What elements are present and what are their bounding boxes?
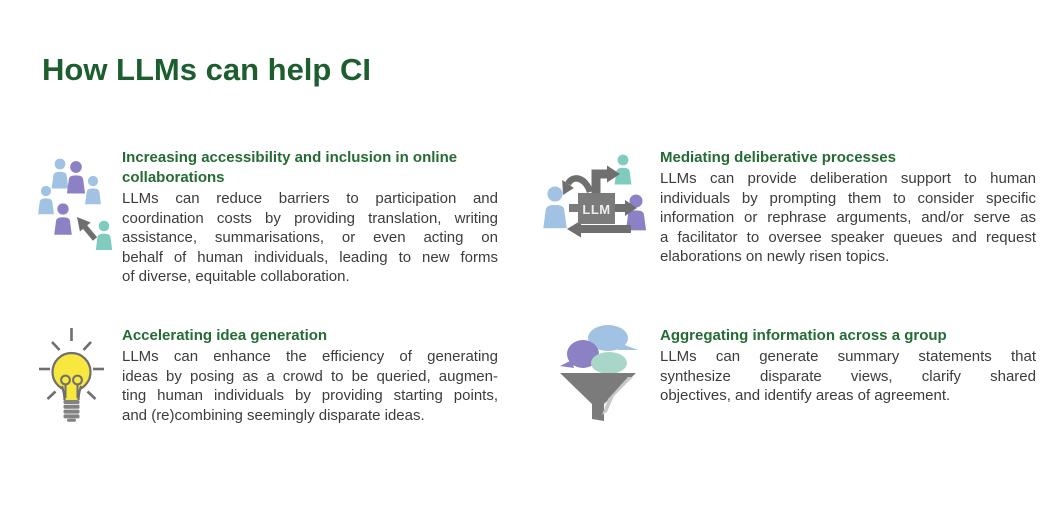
section-icon-cell bbox=[36, 318, 122, 442]
speech-bubbles-icon bbox=[560, 325, 638, 374]
bulb-base-icon bbox=[64, 400, 80, 422]
join-arrow-icon bbox=[77, 217, 95, 239]
funnel-icon bbox=[548, 322, 648, 437]
body-line: LLMs can enhance the efficiency of generating bbox=[122, 348, 498, 365]
llm-box-label: LLM bbox=[582, 202, 611, 217]
section-text bbox=[660, 318, 1036, 406]
section-body bbox=[660, 169, 1036, 267]
body-line: a facilitator to oversee speaker queues and request bbox=[660, 228, 1036, 246]
body-line: coordination costs by providing translation, writing bbox=[122, 209, 498, 227]
body-line: information or rephrase arguments, and/or serve as bbox=[660, 209, 1036, 226]
section-icon-cell bbox=[540, 318, 660, 442]
section-body bbox=[122, 189, 498, 287]
section-mediating bbox=[540, 146, 1036, 267]
section-body bbox=[660, 347, 1036, 406]
body-line: individuals by prompting them to consider specific bbox=[660, 189, 1036, 207]
section-heading: Increasing accessibility and inclusion in online collaborations bbox=[122, 149, 458, 186]
page-title: How LLMs can help CI bbox=[42, 52, 371, 87]
body-line: LLMs can generate summary statements that bbox=[660, 348, 1036, 365]
section-heading: Accelerating idea generation bbox=[122, 327, 328, 344]
section-icon-cell bbox=[540, 146, 660, 253]
body-line: elaborations on newly risen topics. bbox=[660, 248, 890, 265]
section-text bbox=[660, 146, 1036, 267]
section-accessibility bbox=[36, 146, 498, 287]
section-text bbox=[122, 146, 498, 287]
section-icon-cell bbox=[36, 146, 122, 260]
section-idea-generation bbox=[36, 318, 498, 442]
body-line: ideas by posing as a crowd to be queried, augmen- bbox=[122, 367, 498, 385]
section-text bbox=[122, 318, 498, 425]
section-heading: Aggregating information across a group bbox=[660, 327, 947, 344]
body-line: synthesize disparate views, clarify shared bbox=[660, 367, 1036, 385]
body-line: LLMs can provide deliberation support to human bbox=[660, 170, 1036, 187]
section-aggregating bbox=[540, 318, 1036, 442]
funnel-body bbox=[560, 373, 636, 421]
llm-mediation-icon bbox=[543, 148, 651, 248]
body-line: LLMs can reduce barriers to participation and bbox=[122, 190, 498, 207]
section-heading: Mediating deliberative processes bbox=[660, 149, 896, 166]
body-line: and (re)combining seemingly disparate ideas. bbox=[122, 406, 425, 424]
body-line: behalf of human individuals, leading to new forms bbox=[122, 248, 498, 266]
body-line: of diverse, equitable collaboration. bbox=[122, 268, 350, 285]
section-body bbox=[122, 347, 498, 425]
body-line: objectives, and identify areas of agreement. bbox=[660, 387, 951, 404]
body-line: assistance, summarisations, or even acting on bbox=[122, 229, 498, 246]
people-group-icon bbox=[38, 150, 122, 255]
body-line: ting human individuals by providing starting points, bbox=[122, 387, 498, 404]
lightbulb-icon bbox=[37, 322, 125, 437]
